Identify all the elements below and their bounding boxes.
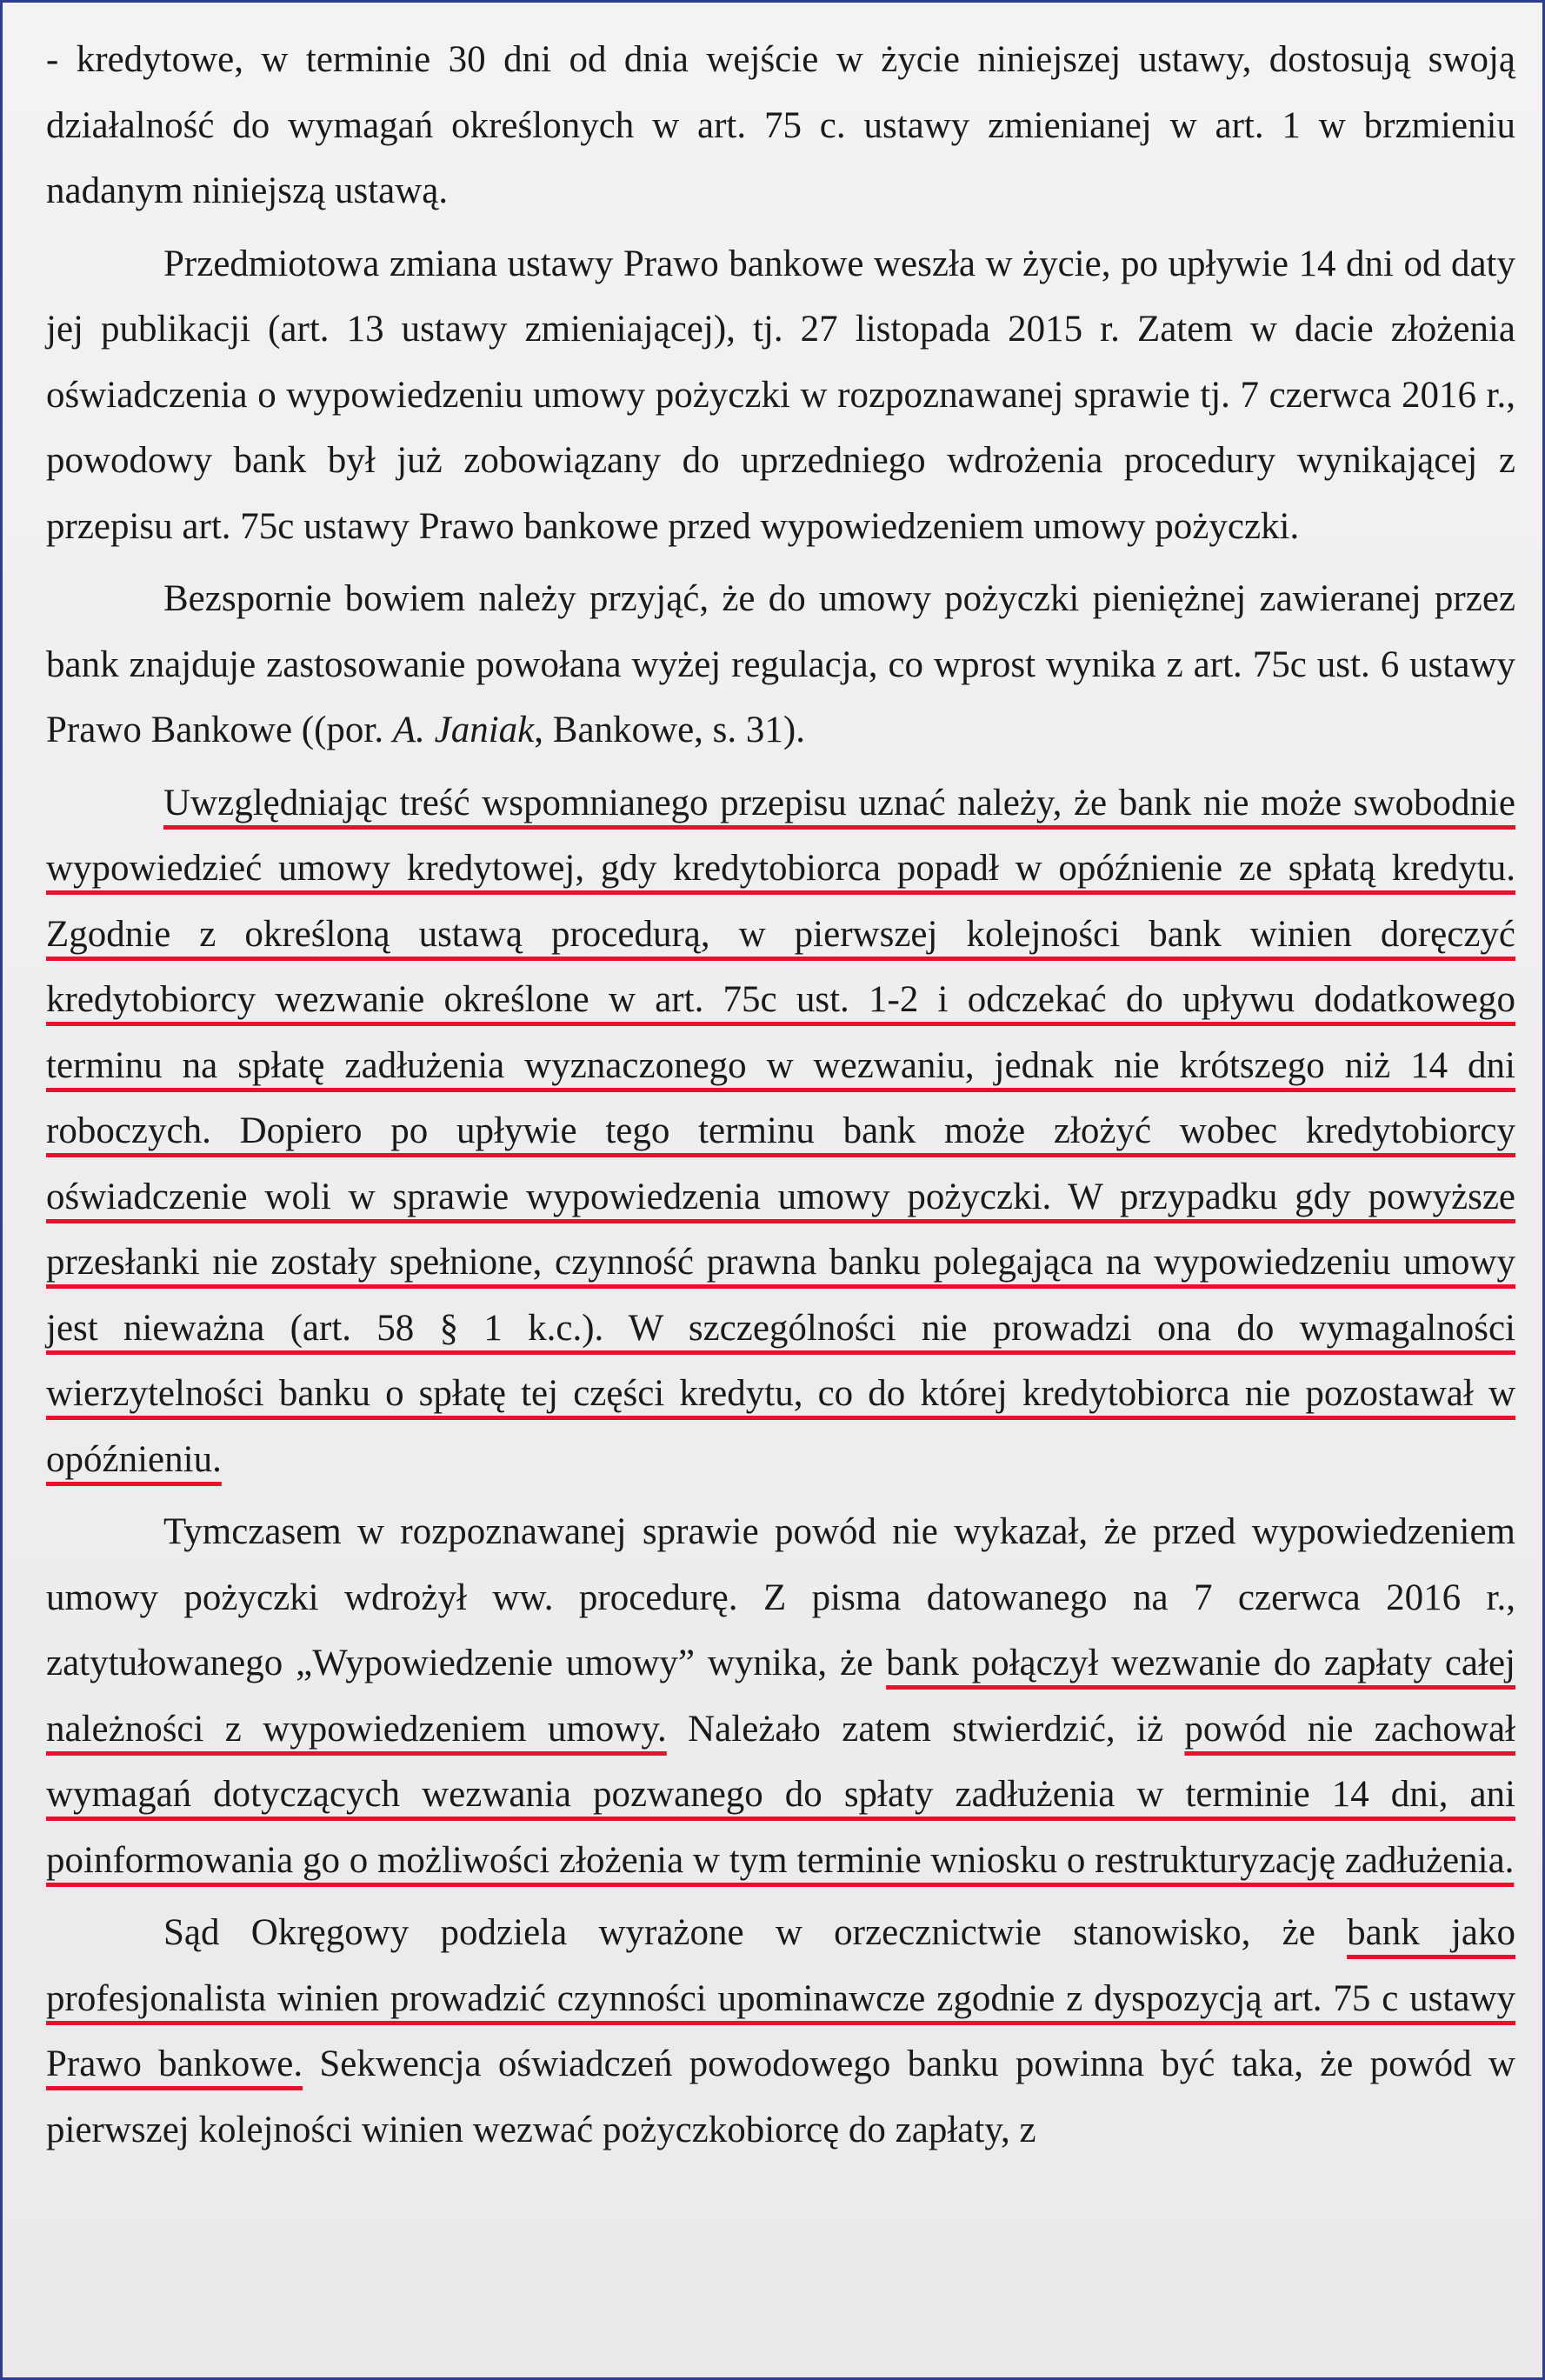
document-text <box>46 27 1515 2170</box>
paragraph <box>46 231 1515 560</box>
text-segment: - kredytowe, w terminie 30 dni od dnia wejście w życie niniejszej ustawy, dostosują swoją działalność do wymagań określonych w art. 75 c. ustawy zmienianej w art. 1 w brzmieniu nadanym niniejszą ustawą. <box>46 39 1515 211</box>
paragraph <box>46 27 1515 224</box>
text-segment: Sekwencja oświadczeń powodowego banku powinna być taka, że powód w pierwszej kolejności winien wezwać pożyczkobiorcę do zapłaty, z <box>46 2043 1515 2150</box>
underlined-text: Uwzględniając treść wspomnianego przepisu uznać należy, że bank nie może swobodnie wypowiedzieć umowy kredytowej, gdy kredytobiorca popadł w opóźnienie ze spłatą kredytu. Zgodnie z określoną ustawą procedurą, w pierwszej kolejności bank winien doręczyć kredytobiorcy wezwanie określone w art. 75c ust. 1-2 i odczekać do upływu dodatkowego terminu na spłatę zadłużenia wyznaczonego w wezwaniu, jednak nie krótszego niż 14 dni roboczych. Dopiero po upływie tego terminu bank może złożyć wobec kredytobiorcy oświadczenie woli w sprawie wypowiedzenia umowy pożyczki. W przypadku gdy powyższe przesłanki nie zostały spełnione, czynność prawna banku polegająca na wypowiedzeniu umowy jest nieważna (art. 58 § 1 k.c.). W szczególności nie prowadzi ona do wymagalności wierzytelności banku o spłatę tej części kredytu, co do której kredytobiorca nie pozostawał w opóźnieniu. <box>46 782 1515 1480</box>
text-segment: , Bankowe, s. 31). <box>534 710 805 750</box>
underlined-text: powód nie zachował wymagań dotyczących wezwania pozwanego do spłaty zadłużenia w terminie 14 dni, ani poinformowania go o możliwości złożenia w tym terminie wniosku o restrukturyzację zadłużenia. <box>46 1708 1515 1881</box>
paragraph <box>46 566 1515 763</box>
paragraph <box>46 1499 1515 1893</box>
underlined-text: bank połączył wezwanie do zapłaty całej należności z wypowiedzeniem umowy. <box>46 1643 1515 1750</box>
paragraph <box>46 1900 1515 2163</box>
underlined-text: bank jako profesjonalista winien prowadzić czynności upominawcze zgodnie z dyspozycją art. 75 c ustawy Prawo bankowe. <box>46 1912 1515 2084</box>
text-segment: Należało zatem stwierdzić, iż <box>666 1708 1185 1750</box>
text-segment: Sąd Okręgowy podziela wyrażone w orzecznictwie stanowisko, że <box>163 1912 1348 1953</box>
paragraph <box>46 770 1515 1493</box>
text-segment: Tymczasem w rozpoznawanej sprawie powód nie wykazał, że przed wypowiedzeniem umowy pożyczki wdrożył ww. procedurę. Z pisma datowanego na 7 czerwca 2016 r., zatytułowanego „Wypowiedzenie umowy” wynika, że <box>46 1511 1515 1683</box>
text-segment: Przedmiotowa zmiana ustawy Prawo bankowe weszła w życie, po upływie 14 dni od daty jej publikacji (art. 13 ustawy zmieniającej), tj. 27 listopada 2015 r. Zatem w dacie złożenia oświadczenia o wypowiedzeniu umowy pożyczki w rozpoznawanej sprawie tj. 7 czerwca 2016 r., powodowy bank był już zobowiązany do uprzedniego wdrożenia procedury wynikającej z przepisu art. 75c ustawy Prawo bankowe przed wypowiedzeniem umowy pożyczki. <box>46 243 1515 547</box>
text-segment: A. Janiak <box>392 710 535 750</box>
text-segment: Bezspornie bowiem należy przyjąć, że do umowy pożyczki pieniężnej zawieranej przez bank znajduje zastosowanie powołana wyżej regulacja, co wprost wynika z art. 75c ust. 6 ustawy Prawo Bankowe ((por. <box>46 578 1515 750</box>
